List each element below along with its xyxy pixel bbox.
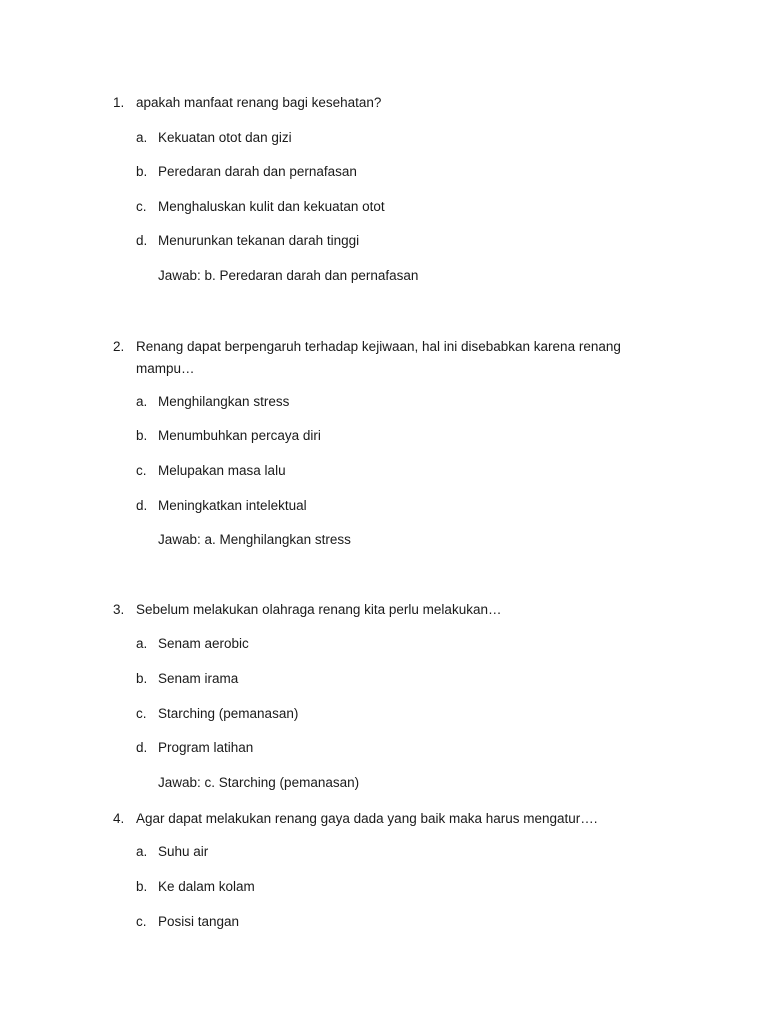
answer-1: Jawab: b. Peredaran darah dan pernafasan xyxy=(158,268,419,283)
option-text: Senam irama xyxy=(158,671,239,686)
question-text: Sebelum melakukan olahraga renang kita perlu melakukan… xyxy=(136,602,502,617)
option-text: Menghilangkan stress xyxy=(158,394,290,409)
question-number: 1. xyxy=(113,95,125,110)
option-letter: b. xyxy=(136,164,148,179)
option-text: Senam aerobic xyxy=(158,636,249,651)
option-text: Kekuatan otot dan gizi xyxy=(158,130,292,145)
option-text: Melupakan masa lalu xyxy=(158,463,286,478)
option-letter: d. xyxy=(136,740,148,755)
option-letter: a. xyxy=(136,844,148,859)
option-letter: b. xyxy=(136,879,148,894)
question-4 xyxy=(113,808,673,830)
answer-3: Jawab: c. Starching (pemanasan) xyxy=(158,775,360,790)
question-text: Agar dapat melakukan renang gaya dada yang baik maka harus mengatur…. xyxy=(136,811,598,826)
option-letter: d. xyxy=(136,233,148,248)
option-text: Program latihan xyxy=(158,740,254,755)
option-text: Posisi tangan xyxy=(158,914,240,929)
option-text: Meningkatkan intelektual xyxy=(158,498,307,513)
option-text: Peredaran darah dan pernafasan xyxy=(158,164,357,179)
question-number: 3. xyxy=(113,602,125,617)
question-1 xyxy=(113,92,673,114)
option-letter: c. xyxy=(136,706,147,721)
question-text: apakah manfaat renang bagi kesehatan? xyxy=(136,95,382,110)
option-text: Menghaluskan kulit dan kekuatan otot xyxy=(158,199,385,214)
question-3 xyxy=(113,599,673,621)
option-letter: c. xyxy=(136,463,147,478)
option-letter: a. xyxy=(136,636,148,651)
option-letter: d. xyxy=(136,498,148,513)
question-number: 4. xyxy=(113,811,125,826)
option-text: Ke dalam kolam xyxy=(158,879,255,894)
option-letter: a. xyxy=(136,130,148,145)
option-letter: b. xyxy=(136,671,148,686)
option-text: Menurunkan tekanan darah tinggi xyxy=(158,233,360,248)
option-letter: a. xyxy=(136,394,148,409)
option-text: Starching (pemanasan) xyxy=(158,706,299,721)
answer-2: Jawab: a. Menghilangkan stress xyxy=(158,532,351,547)
option-letter: c. xyxy=(136,199,147,214)
question-text: Renang dapat berpengaruh terhadap kejiwaan, hal ini disebabkan karena renang mampu… xyxy=(136,339,621,376)
option-letter: c. xyxy=(136,914,147,929)
question-2 xyxy=(113,336,673,380)
question-number: 2. xyxy=(113,339,125,354)
option-letter: b. xyxy=(136,428,148,443)
option-text: Suhu air xyxy=(158,844,209,859)
option-text: Menumbuhkan percaya diri xyxy=(158,428,321,443)
